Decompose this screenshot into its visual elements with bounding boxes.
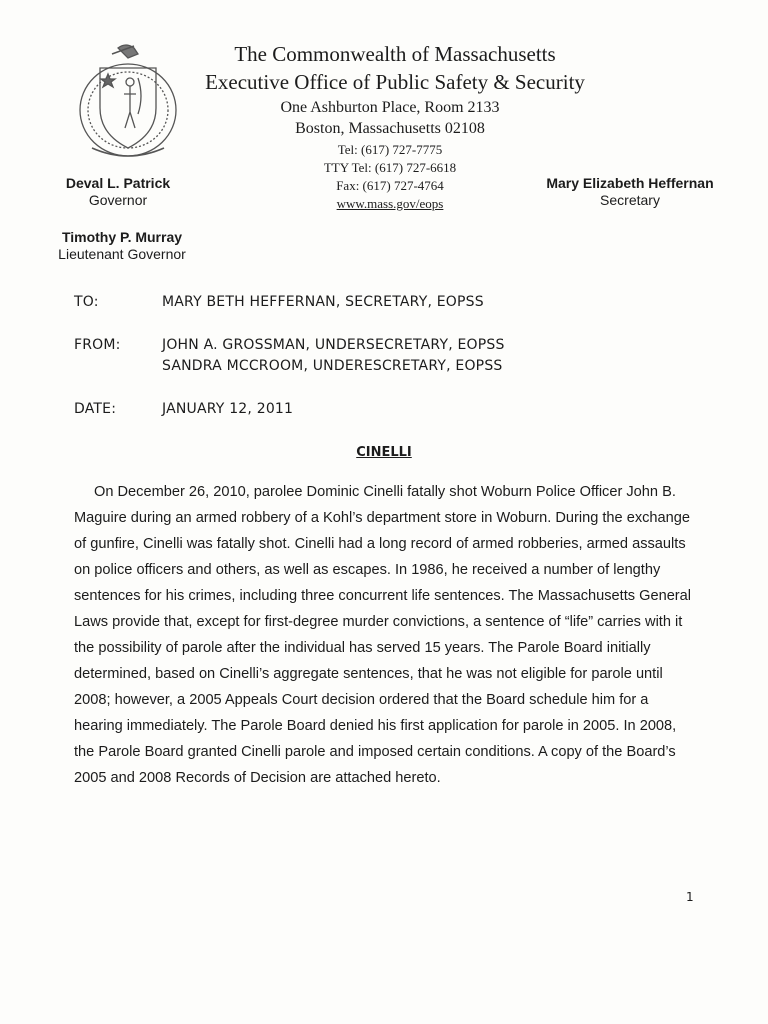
from-label: FROM:: [74, 337, 121, 353]
body-paragraph: On December 26, 2010, parolee Dominic Cinelli fatally shot Woburn Police Officer John B. Maguire during an armed robbery of a Kohl’s department store in Woburn. During the exchange of gunfire, Cinelli was fatally shot. Cinelli had a long record of armed robberies, armed assaults on police officers and others, as well as escapes. In 1986, he received a number of lengthy sentences for his crimes, including three concurrent life sentences. The Massachusetts General Laws provide that, except for first-degree murder convictions, a sentence of “life” carries with it the possibility of parole after the individual has served 15 years. The Parole Board initially determined, based on Cinelli’s aggregate sentences, that he was not eligible for parole until 2008; however, a 2005 Appeals Court decision ordered that the Board schedule him for a hearing immediately. The Parole Board denied his first application for parole in 2005. In 2008, the Parole Board granted Cinelli parole and imposed certain conditions. A copy of the Board’s 2005 and 2008 Records of Decision are attached hereto.: [74, 484, 692, 786]
lt-governor-title: Lieutenant Governor: [58, 246, 186, 262]
page-number: 1: [686, 890, 694, 904]
from-value-1: JOHN A. GROSSMAN, UNDERSECRETARY, EOPSS: [162, 337, 505, 353]
lt-governor-name: Timothy P. Murray: [61, 229, 183, 245]
secretary-title: Secretary: [600, 192, 660, 208]
governor-title: Governor: [88, 192, 148, 208]
date-label: DATE:: [74, 401, 117, 417]
address-line-2: Boston, Massachusetts 02108: [295, 120, 485, 137]
secretary-name: Mary Elizabeth Heffernan: [546, 175, 714, 191]
website-link[interactable]: www.mass.gov/eops: [336, 196, 444, 211]
commonwealth-title: The Commonwealth of Massachusetts: [234, 42, 556, 66]
memo-subject: CINELLI: [356, 445, 412, 460]
telephone: Tel: (617) 727-7775: [337, 142, 443, 157]
governor-name: Deval L. Patrick: [65, 175, 171, 191]
to-label: TO:: [74, 294, 99, 310]
tty-telephone: TTY Tel: (617) 727-6618: [323, 160, 457, 175]
massachusetts-seal-icon: [68, 38, 188, 168]
address-line-1: One Ashburton Place, Room 2133: [280, 99, 500, 116]
from-value-2: SANDRA MCCROOM, UNDERESCRETARY, EOPSS: [162, 358, 503, 374]
date-value: JANUARY 12, 2011: [162, 401, 294, 417]
to-value: MARY BETH HEFFERNAN, SECRETARY, EOPSS: [162, 294, 484, 310]
fax: Fax: (617) 727-4764: [336, 178, 444, 193]
office-title: Executive Office of Public Safety & Security: [205, 70, 585, 94]
